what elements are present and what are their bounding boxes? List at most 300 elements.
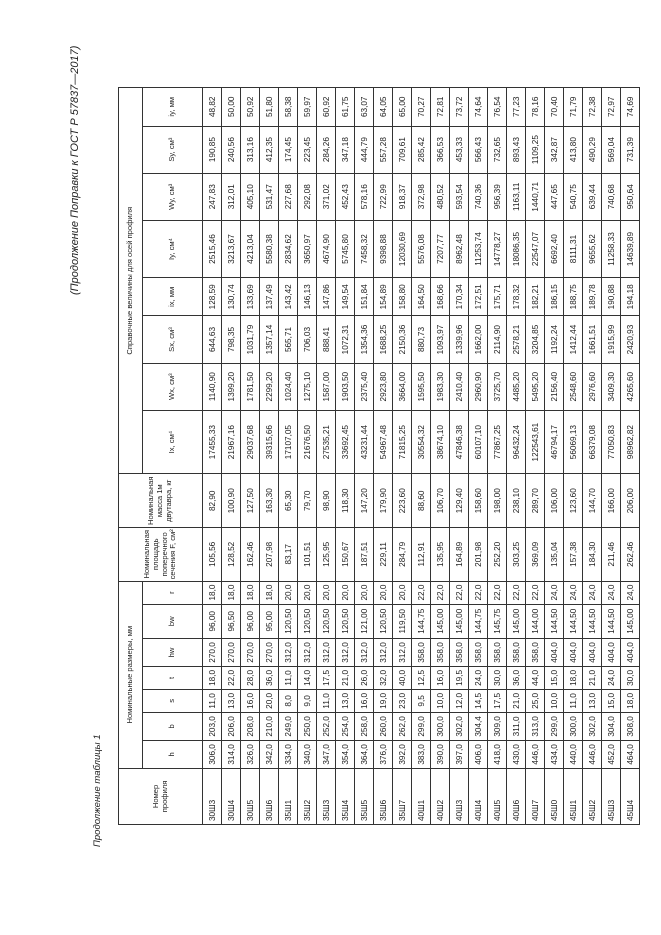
cell-m: 106,00 (545, 474, 564, 528)
cell-Sx: 1357,14 (260, 316, 279, 363)
cell-Ix: 46794,17 (545, 410, 564, 474)
cell-Iy: 8962,48 (450, 220, 469, 277)
cell-t: 30,0 (488, 666, 507, 689)
cell-F: 125,95 (317, 528, 336, 582)
cell-Sy: 412,35 (260, 126, 279, 173)
cell-ix: 151,84 (355, 278, 374, 316)
cell-iy: 65,00 (393, 88, 412, 127)
amendment-caption: (Продолжение Поправки к ГОСТ Р 57837—2017) (69, 45, 81, 295)
cell-Ix: 27535,21 (317, 410, 336, 474)
table-continuation-caption: Продолжение таблицы 1 (92, 734, 103, 847)
cell-Sx: 798,35 (222, 316, 241, 363)
cell-h: 383,0 (412, 740, 431, 768)
cell-F: 162,46 (241, 528, 260, 582)
cell-F: 83,17 (279, 528, 298, 582)
cell-r: 24,0 (602, 581, 621, 604)
cell-r: 20,0 (393, 581, 412, 604)
cell-h: 314,0 (222, 740, 241, 768)
profile-number-cell: 40Ш4 (469, 768, 488, 824)
cell-Wy: 480,52 (431, 173, 450, 220)
cell-iy: 48,82 (203, 88, 222, 127)
cell-Sy: 366,53 (431, 126, 450, 173)
cell-Wx: 2375,40 (355, 363, 374, 410)
cell-r: 24,0 (545, 581, 564, 604)
cell-Sy: 413,80 (564, 126, 583, 173)
cell-t: 15,0 (545, 666, 564, 689)
cell-ix: 133,69 (241, 278, 260, 316)
cell-s: 9,5 (412, 689, 431, 712)
table-row (298, 88, 317, 825)
cell-Wy: 740,36 (469, 173, 488, 220)
header-nominal-dimensions: Номинальные размеры, мм (119, 581, 143, 768)
cell-s: 21,0 (507, 689, 526, 712)
cell-h: 418,0 (488, 740, 507, 768)
cell-Ix: 66379,08 (583, 410, 602, 474)
cell-iy: 59,97 (298, 88, 317, 127)
cell-Sy: 732,65 (488, 126, 507, 173)
header-Wx: Wx, см³ (143, 363, 203, 410)
cell-Ix: 71815,25 (393, 410, 412, 474)
table-row (393, 88, 412, 825)
cell-hw: 312,0 (393, 638, 412, 666)
cell-hw: 358,0 (412, 638, 431, 666)
cell-t: 11,0 (279, 666, 298, 689)
cell-s: 13,0 (222, 689, 241, 712)
header-Iy: Iy, см⁴ (143, 220, 203, 277)
profile-number-cell: 40Ш3 (450, 768, 469, 824)
cell-ix: 175,71 (488, 278, 507, 316)
cell-F: 184,30 (583, 528, 602, 582)
table-row (279, 88, 298, 825)
cell-iy: 78,16 (526, 88, 545, 127)
table-row (355, 88, 374, 825)
cell-hw: 312,0 (317, 638, 336, 666)
cell-h: 452,0 (602, 740, 621, 768)
cell-F: 164,89 (450, 528, 469, 582)
cell-Sx: 2114,90 (488, 316, 507, 363)
cell-Wy: 447,65 (545, 173, 564, 220)
cell-iy: 50,92 (241, 88, 260, 127)
cell-s: 11,0 (203, 689, 222, 712)
cell-b: 302,0 (450, 712, 469, 740)
cell-m: 158,60 (469, 474, 488, 528)
cell-Wx: 2299,20 (260, 363, 279, 410)
cell-s: 18,0 (621, 689, 640, 712)
cell-Iy: 8111,31 (564, 220, 583, 277)
cell-r: 20,0 (374, 581, 393, 604)
cell-s: 9,0 (298, 689, 317, 712)
cell-t: 24,0 (469, 666, 488, 689)
cell-s: 11,0 (564, 689, 583, 712)
cell-Iy: 9655,62 (583, 220, 602, 277)
cell-r: 22,0 (412, 581, 431, 604)
cell-Iy: 5745,80 (336, 220, 355, 277)
cell-h: 464,0 (621, 740, 640, 768)
profile-number-cell: 40Ш2 (431, 768, 450, 824)
cell-hw: 358,0 (469, 638, 488, 666)
cell-F: 207,98 (260, 528, 279, 582)
cell-iy: 50,00 (222, 88, 241, 127)
cell-t: 40,0 (393, 666, 412, 689)
cell-F: 112,91 (412, 528, 431, 582)
cell-b: 311,0 (507, 712, 526, 740)
cell-Ix: 77867,25 (488, 410, 507, 474)
cell-Wy: 956,39 (488, 173, 507, 220)
cell-Ix: 54967,48 (374, 410, 393, 474)
cell-Sx: 1339,96 (450, 316, 469, 363)
table-row (545, 88, 564, 825)
table-row (336, 88, 355, 825)
cell-Wx: 3725,70 (488, 363, 507, 410)
cell-F: 135,95 (431, 528, 450, 582)
cell-r: 20,0 (336, 581, 355, 604)
cell-t: 44,0 (526, 666, 545, 689)
cell-Iy: 22547,07 (526, 220, 545, 277)
cell-b: 206,0 (222, 712, 241, 740)
cell-t: 28,0 (241, 666, 260, 689)
cell-ix: 164,50 (412, 278, 431, 316)
cell-Sx: 1412,44 (564, 316, 583, 363)
cell-m: 100,90 (222, 474, 241, 528)
cell-bw: 144,75 (469, 604, 488, 638)
cell-F: 101,51 (298, 528, 317, 582)
cell-Iy: 7458,32 (355, 220, 374, 277)
cell-hw: 358,0 (431, 638, 450, 666)
cell-h: 326,0 (241, 740, 260, 768)
header-r: r (143, 581, 203, 604)
cell-hw: 270,0 (241, 638, 260, 666)
table-row (488, 88, 507, 825)
cell-s: 23,0 (393, 689, 412, 712)
cell-s: 14,5 (469, 689, 488, 712)
cell-h: 342,0 (260, 740, 279, 768)
cell-Iy: 7207,77 (431, 220, 450, 277)
cell-Sy: 1109,25 (526, 126, 545, 173)
cell-bw: 145,75 (488, 604, 507, 638)
cell-Sx: 1093,97 (431, 316, 450, 363)
cell-bw: 144,50 (602, 604, 621, 638)
cell-iy: 61,75 (336, 88, 355, 127)
cell-bw: 96,00 (203, 604, 222, 638)
cell-Iy: 14639,89 (621, 220, 640, 277)
cell-r: 20,0 (317, 581, 336, 604)
cell-iy: 63,07 (355, 88, 374, 127)
cell-Wx: 2156,40 (545, 363, 564, 410)
cell-b: 254,0 (336, 712, 355, 740)
cell-F: 187,51 (355, 528, 374, 582)
profile-number-cell: 45Ш3 (602, 768, 621, 824)
cell-b: 300,0 (564, 712, 583, 740)
cell-t: 21,0 (583, 666, 602, 689)
cell-Sx: 2150,36 (393, 316, 412, 363)
cell-m: 129,40 (450, 474, 469, 528)
cell-r: 20,0 (279, 581, 298, 604)
cell-ix: 172,51 (469, 278, 488, 316)
cell-ix: 190,88 (602, 278, 621, 316)
profile-number-cell: 40Ш7 (526, 768, 545, 824)
cell-hw: 404,0 (602, 638, 621, 666)
cell-s: 13,0 (336, 689, 355, 712)
cell-s: 13,0 (583, 689, 602, 712)
cell-Sy: 893,43 (507, 126, 526, 173)
cell-Ix: 17455,33 (203, 410, 222, 474)
cell-s: 17,5 (488, 689, 507, 712)
cell-s: 25,0 (526, 689, 545, 712)
cell-Ix: 122543,61 (526, 410, 545, 474)
cell-Iy: 12030,69 (393, 220, 412, 277)
cell-Wy: 918,37 (393, 173, 412, 220)
cell-s: 20,0 (260, 689, 279, 712)
cell-Wy: 312,01 (222, 173, 241, 220)
cell-hw: 358,0 (488, 638, 507, 666)
cell-F: 252,20 (488, 528, 507, 582)
cell-m: 106,70 (431, 474, 450, 528)
profile-number-cell: 35Ш1 (279, 768, 298, 824)
cell-m: 88,60 (412, 474, 431, 528)
cell-Wx: 2410,40 (450, 363, 469, 410)
cell-h: 334,0 (279, 740, 298, 768)
cell-b: 203,0 (203, 712, 222, 740)
table-body (203, 88, 640, 825)
cell-Iy: 4674,90 (317, 220, 336, 277)
cell-Ix: 21676,50 (298, 410, 317, 474)
cell-bw: 96,00 (241, 604, 260, 638)
profile-number-cell: 40Ш1 (412, 768, 431, 824)
profile-number-cell: 30Ш3 (203, 768, 222, 824)
cell-Wx: 1983,30 (431, 363, 450, 410)
profile-number-cell: 30Ш5 (241, 768, 260, 824)
cell-Wx: 1024,40 (279, 363, 298, 410)
cell-F: 157,38 (564, 528, 583, 582)
cell-h: 376,0 (374, 740, 393, 768)
cell-h: 440,0 (564, 740, 583, 768)
cell-t: 19,5 (450, 666, 469, 689)
cell-Wx: 2960,90 (469, 363, 488, 410)
cell-t: 16,0 (431, 666, 450, 689)
cell-b: 304,0 (602, 712, 621, 740)
cell-Sx: 644,63 (203, 316, 222, 363)
cell-Wx: 2976,60 (583, 363, 602, 410)
cell-Iy: 5580,38 (260, 220, 279, 277)
cell-Ix: 43231,44 (355, 410, 374, 474)
cell-iy: 64,05 (374, 88, 393, 127)
profile-number-cell: 45Ш4 (621, 768, 640, 824)
cell-Iy: 11253,74 (469, 220, 488, 277)
cell-Sy: 347,18 (336, 126, 355, 173)
cell-Wx: 1595,50 (412, 363, 431, 410)
header-ix: ix, мм (143, 278, 203, 316)
cell-Ix: 77050,83 (602, 410, 621, 474)
cell-F: 369,09 (526, 528, 545, 582)
cell-Wy: 531,47 (260, 173, 279, 220)
cell-h: 446,0 (526, 740, 545, 768)
cell-h: 446,0 (583, 740, 602, 768)
cell-m: 179,90 (374, 474, 393, 528)
profile-number-cell: 45Ш2 (583, 768, 602, 824)
cell-hw: 270,0 (222, 638, 241, 666)
profile-number-cell: 35Ш7 (393, 768, 412, 824)
header-reference-values: Справочные величины для осей профиля (119, 88, 143, 474)
cell-bw: 145,00 (507, 604, 526, 638)
header-mass: Номинальная масса 1м двутавра, кг (119, 474, 203, 528)
cell-iy: 58,38 (279, 88, 298, 127)
cell-s: 8,0 (279, 689, 298, 712)
cell-Wy: 371,02 (317, 173, 336, 220)
cell-iy: 51,80 (260, 88, 279, 127)
cell-hw: 270,0 (203, 638, 222, 666)
cell-hw: 358,0 (526, 638, 545, 666)
cell-s: 16,0 (355, 689, 374, 712)
cell-h: 406,0 (469, 740, 488, 768)
cell-b: 309,0 (488, 712, 507, 740)
cell-t: 24,0 (602, 666, 621, 689)
cell-hw: 312,0 (355, 638, 374, 666)
cell-F: 303,25 (507, 528, 526, 582)
cell-b: 260,0 (374, 712, 393, 740)
cell-Sy: 731,39 (621, 126, 640, 173)
cell-m: 223,60 (393, 474, 412, 528)
header-Sx: Sx, см³ (143, 316, 203, 363)
cell-r: 24,0 (583, 581, 602, 604)
cell-m: 123,60 (564, 474, 583, 528)
cell-h: 434,0 (545, 740, 564, 768)
cell-b: 250,0 (298, 712, 317, 740)
cell-ix: 178,32 (507, 278, 526, 316)
cell-Wx: 1903,50 (336, 363, 355, 410)
cell-bw: 144,50 (583, 604, 602, 638)
cell-ix: 137,49 (260, 278, 279, 316)
cell-Sy: 223,45 (298, 126, 317, 173)
cell-Sy: 190,85 (203, 126, 222, 173)
cell-Wy: 247,83 (203, 173, 222, 220)
cell-bw: 144,00 (526, 604, 545, 638)
cell-s: 10,0 (431, 689, 450, 712)
cell-bw: 144,75 (412, 604, 431, 638)
table-row (222, 88, 241, 825)
cell-hw: 358,0 (507, 638, 526, 666)
cell-bw: 119,50 (393, 604, 412, 638)
cell-F: 128,52 (222, 528, 241, 582)
cell-m: 65,30 (279, 474, 298, 528)
cell-bw: 145,00 (621, 604, 640, 638)
cell-r: 22,0 (526, 581, 545, 604)
cell-Iy: 2834,62 (279, 220, 298, 277)
profile-number-cell: 35Ш2 (298, 768, 317, 824)
cell-m: 206,00 (621, 474, 640, 528)
cell-t: 17,5 (317, 666, 336, 689)
cell-Wy: 540,75 (564, 173, 583, 220)
table-row (260, 88, 279, 825)
header-s: s (143, 689, 203, 712)
cell-t: 30,0 (621, 666, 640, 689)
table-row (317, 88, 336, 825)
cell-r: 22,0 (507, 581, 526, 604)
cell-bw: 120,50 (298, 604, 317, 638)
cell-Ix: 33692,45 (336, 410, 355, 474)
header-area: Номинальная площадь поперечного сечения F, см² (119, 528, 203, 582)
cell-Wy: 740,68 (602, 173, 621, 220)
cell-Wx: 5495,20 (526, 363, 545, 410)
cell-iy: 77,23 (507, 88, 526, 127)
cell-s: 15,0 (602, 689, 621, 712)
header-b: b (143, 712, 203, 740)
cell-m: 289,70 (526, 474, 545, 528)
cell-Wy: 405,10 (241, 173, 260, 220)
cell-Ix: 96432,24 (507, 410, 526, 474)
cell-m: 127,50 (241, 474, 260, 528)
cell-bw: 144,50 (545, 604, 564, 638)
cell-Ix: 60107,10 (469, 410, 488, 474)
cell-Wy: 950,64 (621, 173, 640, 220)
table-row (450, 88, 469, 825)
cell-b: 252,0 (317, 712, 336, 740)
cell-Sx: 1915,99 (602, 316, 621, 363)
cell-b: 299,0 (545, 712, 564, 740)
cell-b: 299,0 (412, 712, 431, 740)
cell-m: 118,30 (336, 474, 355, 528)
cell-t: 14,0 (298, 666, 317, 689)
header-bw: bw (143, 604, 203, 638)
cell-Ix: 98962,82 (621, 410, 640, 474)
cell-bw: 121,00 (355, 604, 374, 638)
cell-r: 22,0 (469, 581, 488, 604)
cell-h: 354,0 (336, 740, 355, 768)
cell-Sx: 1192,24 (545, 316, 564, 363)
profile-number-cell: 30Ш6 (260, 768, 279, 824)
cell-bw: 120,50 (279, 604, 298, 638)
cell-iy: 72,38 (583, 88, 602, 127)
cell-bw: 144,50 (564, 604, 583, 638)
cell-iy: 71,79 (564, 88, 583, 127)
cell-Wy: 722,99 (374, 173, 393, 220)
cell-Ix: 21967,16 (222, 410, 241, 474)
cell-Iy: 2515,46 (203, 220, 222, 277)
cell-Ix: 38674,10 (431, 410, 450, 474)
table-row (241, 88, 260, 825)
cell-Sx: 2578,21 (507, 316, 526, 363)
cell-hw: 312,0 (279, 638, 298, 666)
cell-t: 26,0 (355, 666, 374, 689)
cell-Wy: 1440,71 (526, 173, 545, 220)
cell-hw: 312,0 (298, 638, 317, 666)
cell-F: 135,04 (545, 528, 564, 582)
cell-hw: 404,0 (583, 638, 602, 666)
cell-h: 364,0 (355, 740, 374, 768)
cell-s: 19,0 (374, 689, 393, 712)
cell-m: 238,10 (507, 474, 526, 528)
cell-Sx: 2420,93 (621, 316, 640, 363)
cell-h: 340,0 (298, 740, 317, 768)
cell-h: 397,0 (450, 740, 469, 768)
profile-number-cell: 45Ш1 (564, 768, 583, 824)
cell-ix: 189,78 (583, 278, 602, 316)
table-row (602, 88, 621, 825)
cell-Wx: 3664,00 (393, 363, 412, 410)
cell-m: 98,90 (317, 474, 336, 528)
cell-ix: 158,80 (393, 278, 412, 316)
cell-ix: 194,18 (621, 278, 640, 316)
cell-t: 18,0 (203, 666, 222, 689)
cell-b: 249,0 (279, 712, 298, 740)
cell-Wx: 2923,80 (374, 363, 393, 410)
profile-number-cell: 45Ш0 (545, 768, 564, 824)
cell-s: 16,0 (241, 689, 260, 712)
cell-ix: 182,21 (526, 278, 545, 316)
cell-F: 105,56 (203, 528, 222, 582)
cell-Iy: 11258,33 (602, 220, 621, 277)
cell-Wy: 227,68 (279, 173, 298, 220)
cell-m: 147,20 (355, 474, 374, 528)
